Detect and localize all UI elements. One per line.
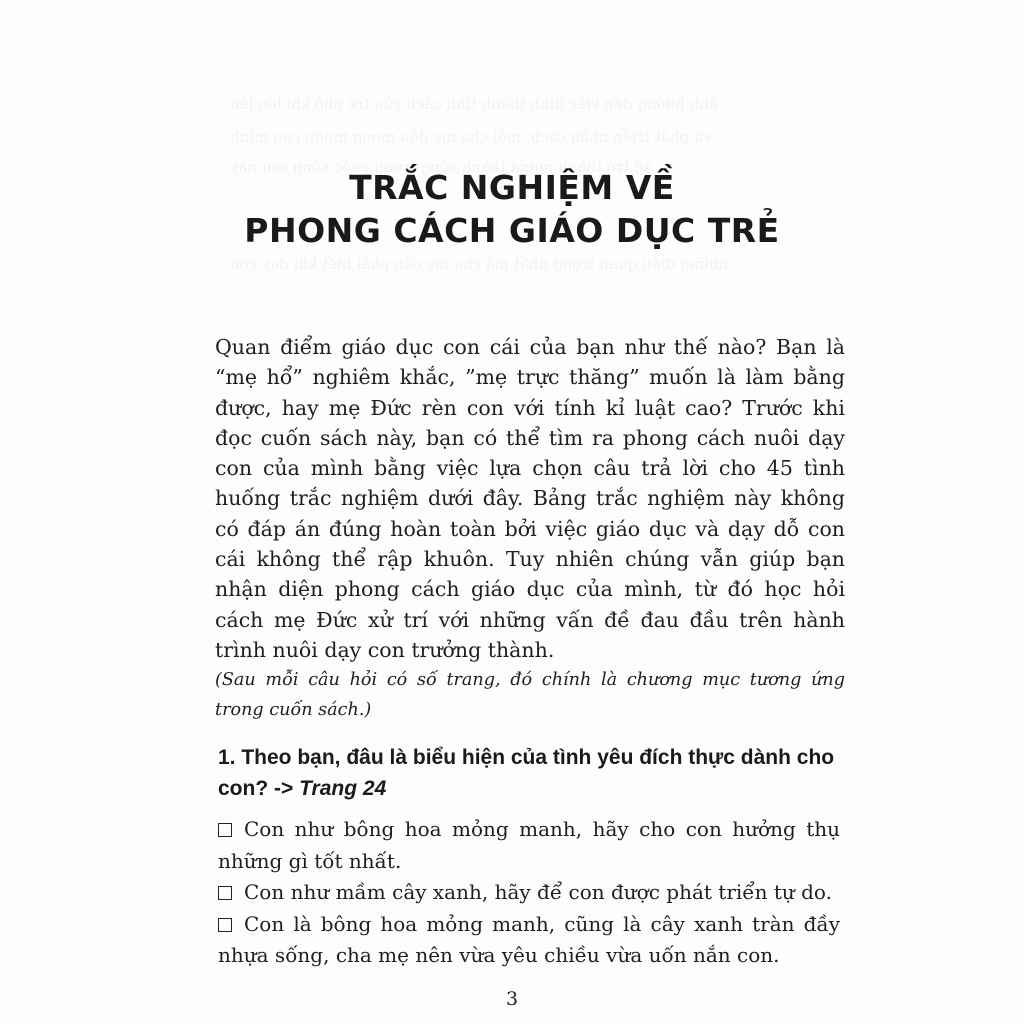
question-page-ref: Trang 24	[299, 777, 387, 800]
question-heading	[218, 742, 843, 804]
show-through-text	[230, 128, 711, 146]
question-text: 1. Theo bạn, đâu là biểu hiện của tình yêu đích thực dành cho con? ->	[218, 746, 835, 800]
page-number: 3	[505, 988, 519, 1010]
intro-section	[215, 332, 845, 725]
answer-option-text: Con như mầm cây xanh, hãy để con được phát triển tự do.	[244, 880, 832, 904]
show-through-text	[230, 255, 728, 273]
answer-option[interactable]	[218, 877, 840, 909]
show-through-text	[230, 95, 718, 113]
page-title	[0, 166, 1024, 252]
title-line-1: TRẮC NGHIỆM VỀ	[349, 168, 675, 207]
intro-note: (Sau mỗi câu hỏi có số trang, đó chính là chương mục tương ứng trong cuốn sách.)	[215, 670, 845, 721]
answer-option-text: Con là bông hoa mỏng manh, cũng là cây xanh tràn đầy nhựa sống, cha mẹ nên vừa yêu chiều vừa uốn nắn con.	[218, 911, 840, 967]
answer-option[interactable]	[218, 814, 840, 877]
answer-option-text: Con như bông hoa mỏng manh, hãy cho con hưởng thụ những gì tốt nhất.	[218, 817, 840, 873]
answer-options	[218, 814, 840, 972]
title-line-2: PHONG CÁCH GIÁO DỤC TRẺ	[244, 211, 780, 250]
checkbox-icon[interactable]	[218, 918, 232, 932]
checkbox-icon[interactable]	[218, 886, 232, 900]
intro-paragraph: Quan điểm giáo dục con cái của bạn như thế nào? Bạn là “mẹ hổ” nghiêm khắc, ”mẹ trực thăng” muốn là làm bằng được, hay mẹ Đức rèn con với tính kỉ luật cao? Trước khi đọc cuốn sách này, bạn có thể tìm ra phong cách nuôi dạy con của mình bằng việc lựa chọn câu trả lời cho 45 tình huống trắc nghiệm dưới đây. Bảng trắc nghiệm này không có đáp án đúng hoàn toàn bởi việc giáo dục và dạy dỗ con cái không thể rập khuôn. Tuy nhiên chúng vẫn giúp bạn nhận diện phong cách giáo dục của mình, từ đó học hỏi cách mẹ Đức xử trí với những vấn đề đau đầu trên hành trình nuôi dạy con trưởng thành.	[215, 335, 845, 662]
checkbox-icon[interactable]	[218, 823, 232, 837]
answer-option[interactable]	[218, 909, 840, 972]
